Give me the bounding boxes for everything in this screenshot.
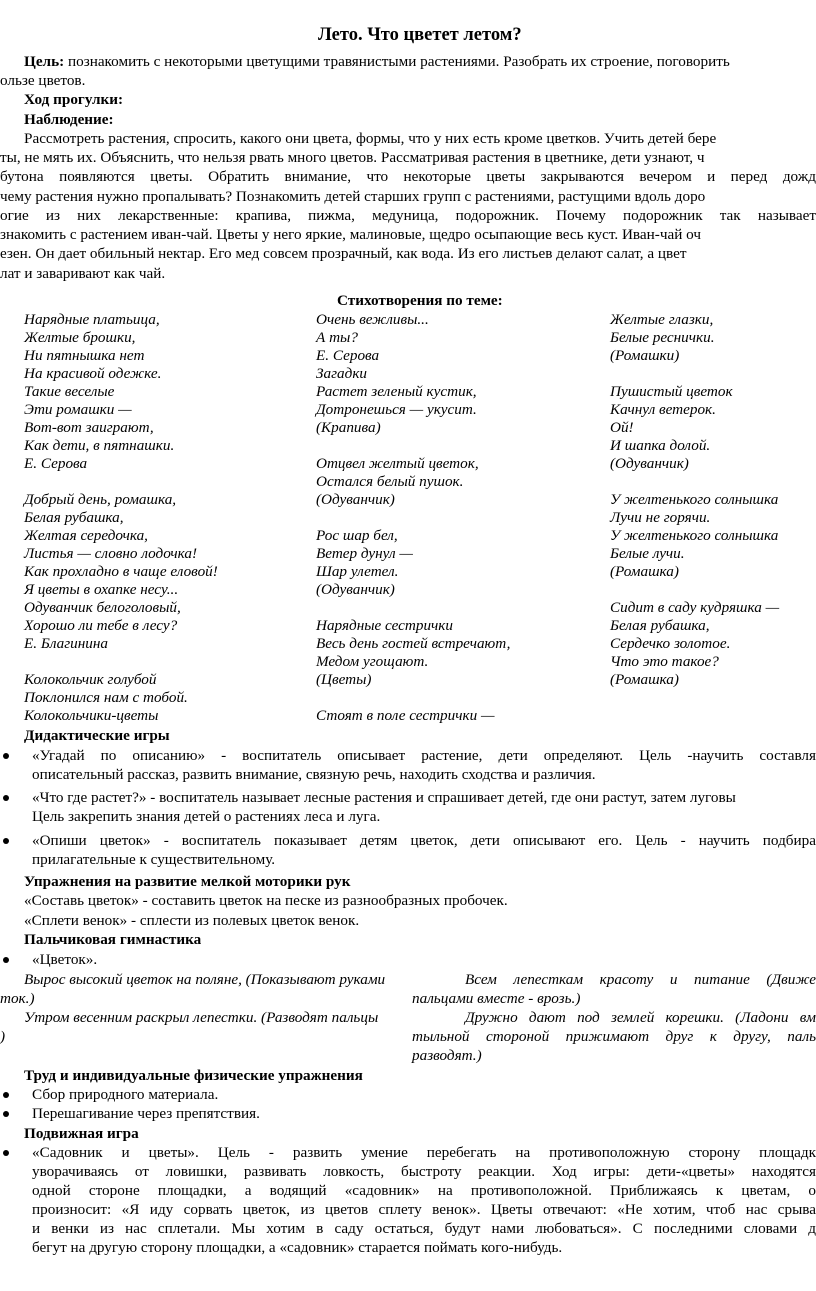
poem-line: (Ромашки) (610, 347, 680, 364)
poem-line: И шапка долой. (610, 437, 711, 454)
finger-right-line: Дружно дают под землей корешки. (Ладони вм (465, 1009, 816, 1026)
didactic-item-2-line-2: Цель закрепить знания детей о растениях леса и луга. (32, 808, 381, 825)
poem-line: Отцвел желтый цветок, (316, 455, 479, 472)
finger-right-line: пальцами вместе - врозь.) (412, 990, 581, 1007)
poem-line: Добрый день, ромашка, (24, 491, 177, 508)
poem-line: (Одуванчик) (316, 491, 395, 508)
poem-line: Е. Серова (24, 455, 88, 472)
observation-line: огие из них лекарственные: крапива, пижма, медуница, подорожник. Почему подорожник так называет (0, 207, 816, 224)
poem-line: А ты? (316, 329, 358, 346)
poem-line: Белые реснички. (610, 329, 715, 346)
finger-item: «Цветок». (32, 951, 98, 968)
poem-line: Вот-вот заиграют, (24, 419, 154, 436)
finger-right-line: разводят.) (412, 1047, 482, 1064)
goal-text: познакомить с некоторыми цветущими травянистыми растениями. Разобрать их строение, поговорить (64, 53, 730, 70)
bullet-icon (3, 1092, 9, 1098)
observation-line: чему растения нужно пропалывать? Познакомить детей старших групп с растениями, растущими вдоль доро (0, 188, 706, 205)
didactic-heading: Дидактические игры (24, 727, 170, 744)
poem-line: Желтая середочка, (24, 527, 148, 544)
poem-line: Ни пятнышка нет (24, 347, 145, 364)
poem-line: Колокольчик голубой (24, 671, 157, 688)
poem-line: У желтенького солнышка (610, 527, 779, 544)
poem-line: Хорошо ли тебе в лесу? (24, 617, 178, 634)
didactic-item-2-line-1: «Что где растет?» - воспитатель называет лесные растения и спрашивает детей, где они растут, затем луговы (32, 789, 736, 806)
finger-left-line: Утром весенним раскрыл лепестки. (Разводят пальцы (24, 1009, 379, 1026)
poem-line: Качнул ветерок. (610, 401, 716, 418)
observation-line: езен. Он дает обильный нектар. Его мед совсем прозрачный, как вода. Из его листьев делают салат, а цвет (0, 245, 687, 262)
poems-heading: Стихотворения по теме: (337, 292, 503, 309)
poem-line: (Ромашка) (610, 671, 679, 688)
finger-right-line: Всем лепесткам красоту и питание (Движе (465, 971, 816, 988)
poem-line: Листья — словно лодочка! (24, 545, 198, 562)
observation-line: лат и заваривают как чай. (0, 265, 166, 282)
page-title: Лето. Что цветет летом? (318, 25, 522, 45)
didactic-item-3-line-1: «Опиши цветок» - воспитатель показывает детям цветок, дети описывают его. Цель - научить подбира (32, 832, 816, 849)
poem-line: У желтенького солнышка (610, 491, 779, 508)
finger-right-line: тыльной стороной прижимают друг к другу, паль (412, 1028, 816, 1045)
active-game-heading: Подвижная игра (24, 1125, 139, 1142)
observation-line: знакомить с растением иван-чай. Цветы у него яркие, малиновые, щедро осыпающие весь куст. Иван-чай оч (0, 226, 701, 243)
active-game-line: и венки из нас сплетали. Мы хотим в саду остаться, будут нами любоваться». С последними словами д (32, 1220, 816, 1237)
goal-line-2: ользе цветов. (0, 72, 86, 89)
finger-left-line: ) (0, 1028, 6, 1045)
poem-line: Шар улетел. (316, 563, 399, 580)
observation-line: ты, не мять их. Объяснить, что нельзя рвать много цветов. Рассматривая растения в цветнике, дети узнают, ч (0, 149, 705, 166)
poem-line: Очень вежливы... (316, 311, 429, 328)
observation-line: бутона появляются цветы. Обратить внимание, что некоторые цветы закрываются вечером и перед дожд (0, 168, 816, 185)
poem-line: Сердечко золотое. (610, 635, 731, 652)
poem-line: Дотронешься — укусит. (316, 401, 477, 418)
finger-left-line: ток.) (0, 990, 35, 1007)
poem-line: Остался белый пушок. (316, 473, 464, 490)
motor-item: «Составь цветок» - составить цветок на песке из разнообразных пробочек. (24, 892, 508, 909)
goal-label: Цель: (24, 53, 65, 70)
poem-line: Как дети, в пятнашки. (24, 437, 175, 454)
poem-line: (Одуванчик) (316, 581, 395, 598)
bullet-icon (3, 1150, 9, 1156)
walk-heading: Ход прогулки: (24, 91, 124, 108)
poem-line: Белые лучи. (610, 545, 685, 562)
poem-line: Е. Благинина (24, 635, 109, 652)
poem-line: Одуванчик белоголовый, (24, 599, 181, 616)
bullet-icon (3, 838, 9, 844)
poem-line: Медом угощают. (316, 653, 429, 670)
poem-line: Растет зеленый кустик, (316, 383, 477, 400)
poem-line: Такие веселые (24, 383, 115, 400)
poem-line: Ой! (610, 419, 634, 436)
poem-line: Ветер дунул — (316, 545, 413, 562)
poem-line: Нарядные сестрички (316, 617, 453, 634)
active-game-line: одной стороне площадки, а водящий «садовник» на противоположной. Приближаясь к цветам, о (32, 1182, 816, 1199)
labor-heading: Труд и индивидуальные физические упражнения (24, 1067, 363, 1084)
didactic-item-3-line-2: прилагательные к существительному. (32, 851, 276, 868)
poem-line: (Крапива) (316, 419, 381, 436)
poem-line: Как прохладно в чаще еловой! (24, 563, 218, 580)
motor-item: «Сплети венок» - сплести из полевых цветок венок. (24, 912, 360, 929)
poem-line: Желтые глазки, (610, 311, 714, 328)
observation-heading: Наблюдение: (24, 111, 114, 128)
poem-line: Пушистый цветок (610, 383, 733, 400)
poem-line: (Цветы) (316, 671, 372, 688)
poem-line: Е. Серова (316, 347, 380, 364)
poem-line: Нарядные платьица, (24, 311, 160, 328)
finger-left-line: Вырос высокий цветок на поляне, (Показывают руками (24, 971, 386, 988)
poem-line: Я цветы в охапке несу... (24, 581, 179, 598)
poem-line: Поклонился нам с тобой. (24, 689, 188, 706)
motor-heading: Упражнения на развитие мелкой моторики рук (24, 873, 351, 890)
goal-line-1 (24, 52, 730, 71)
poem-line: Эти ромашки — (24, 401, 132, 418)
poem-line: Стоят в поле сестрички — (316, 707, 495, 724)
poem-line: Сидит в саду кудряшка — (610, 599, 780, 616)
poem-line: На красивой одежке. (24, 365, 162, 382)
didactic-item-1-line-1: «Угадай по описанию» - воспитатель описывает растение, дети определяют. Цель -научить составля (32, 747, 816, 764)
poem-line: Белая рубашка, (610, 617, 710, 634)
poem-line: Колокольчики-цветы (24, 707, 159, 724)
active-game-line: произносит: «Я иду сорвать цветок, из цветов сплету венок». Цветы отвечают: «Не хотим, чтоб нас срыва (32, 1201, 816, 1218)
poem-line: (Одуванчик) (610, 455, 689, 472)
labor-item: Сбор природного материала. (32, 1086, 219, 1103)
bullet-icon (3, 753, 9, 759)
bullet-icon (3, 1111, 9, 1117)
observation-line: Рассмотреть растения, спросить, какого они цвета, формы, что у них есть кроме цветков. Учить детей бере (24, 130, 717, 147)
active-game-line: уворачиваясь от ловишки, развивать ловкость, быстроту реакции. Ход игры: дети-«цветы» находятся (32, 1163, 816, 1180)
poem-line: Что это такое? (610, 653, 719, 670)
poem-line: Весь день гостей встречают, (316, 635, 511, 652)
bullet-icon (3, 957, 9, 963)
poem-line: Рос шар бел, (316, 527, 398, 544)
active-game-line: «Садовник и цветы». Цель - развить умение перебегать на противоположную сторону площадк (32, 1144, 816, 1161)
poem-line: Белая рубашка, (24, 509, 124, 526)
didactic-item-1-line-2: описательный рассказ, развить внимание, связную речь, находить сходства и различия. (32, 766, 596, 783)
poem-line: (Ромашка) (610, 563, 679, 580)
poem-line: Лучи не горячи. (610, 509, 711, 526)
finger-heading: Пальчиковая гимнастика (24, 931, 202, 948)
bullet-icon (3, 795, 9, 801)
active-game-line: бегут на другую сторону площадки, а «садовник» старается поймать кого-нибудь. (32, 1239, 563, 1256)
poem-line: Желтые брошки, (24, 329, 136, 346)
labor-item: Перешагивание через препятствия. (32, 1105, 260, 1122)
poem-line: Загадки (316, 365, 368, 382)
